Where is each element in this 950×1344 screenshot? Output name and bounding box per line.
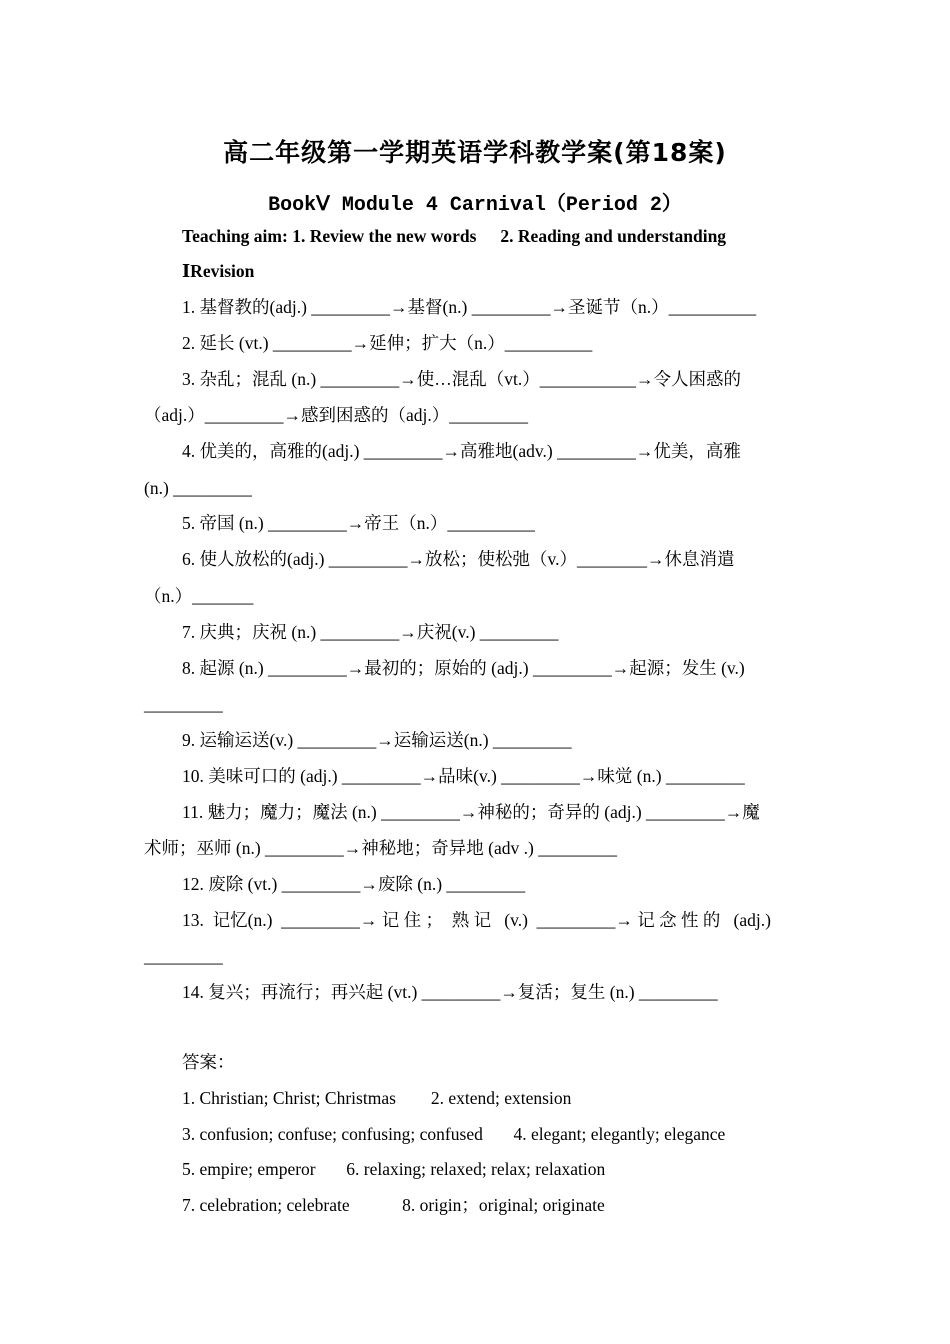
exercise-line: 1. 基督教的(adj.) _________→基督(n.) _________→圣诞节（n.）__________ xyxy=(182,297,757,317)
exercise-line: （adj.）_________→感到困惑的（adj.）_________ xyxy=(144,405,529,425)
exercise-line: 10. 美味可口的 (adj.) _________→品味(v.) _________→味觉 (n.) _________ xyxy=(182,766,745,786)
section-heading: ⅠRevision xyxy=(182,261,255,281)
exercise-line: _________ xyxy=(144,694,223,714)
exercise-line: 12. 废除 (vt.) _________→废除 (n.) _________ xyxy=(182,874,526,894)
exercise-line: 术师；巫师 (n.) _________→神秘地；奇异地 (adv .) _________ xyxy=(144,838,617,858)
answer-line: 1. Christian; Christ; Christmas 2. extend; extension xyxy=(182,1088,572,1108)
exercise-line: 11. 魅力；魔力；魔法 (n.) _________→神秘的；奇异的 (adj.) _________→魔 xyxy=(182,802,760,822)
teaching-aim-item-2: 2. Reading and understanding xyxy=(500,226,727,246)
answer-line: 7. celebration; celebrate 8. origin；original; originate xyxy=(182,1195,605,1215)
exercise-line: 14. 复兴；再流行；再兴起 (vt.) _________→复活；复生 (n.) _________ xyxy=(182,982,718,1002)
exercise-line: 8. 起源 (n.) _________→最初的；原始的 (adj.) _________→起源；发生 (v.) xyxy=(182,658,745,678)
teaching-aim-label: Teaching aim: 1. Review the new words xyxy=(182,226,477,246)
teaching-aim xyxy=(182,224,726,248)
page-subtitle: BookⅤ Module 4 Carnival（Period 2） xyxy=(268,194,682,217)
page-title: 高二年级第一学期英语学科教学案(第18案) xyxy=(223,138,727,167)
exercise-line: 13. 记忆(n.) _________→ 记 住 ； 熟 记 (v.) _________→ 记 念 性 的 (adj.) xyxy=(182,910,771,930)
exercise-line: _________ xyxy=(144,946,223,966)
exercise-line: 9. 运输运送(v.) _________→运输运送(n.) _________ xyxy=(182,730,572,750)
exercise-line: 2. 延长 (vt.) _________→延伸；扩大（n.）__________ xyxy=(182,333,593,353)
exercise-line: 6. 使人放松的(adj.) _________→放松；使松弛（v.）________→休息消遣 xyxy=(182,549,735,569)
answer-line: 3. confusion; confuse; confusing; confused 4. elegant; elegantly; elegance xyxy=(182,1124,726,1144)
answers-heading: 答案： xyxy=(182,1052,235,1072)
exercise-line: 7. 庆典；庆祝 (n.) _________→庆祝(v.) _________ xyxy=(182,622,559,642)
exercise-line: 5. 帝国 (n.) _________→帝王（n.）__________ xyxy=(182,513,535,533)
answer-line: 5. empire; emperor 6. relaxing; relaxed; relax; relaxation xyxy=(182,1159,606,1179)
exercise-line: 3. 杂乱；混乱 (n.) _________→使…混乱（vt.）___________→令人困惑的 xyxy=(182,369,742,389)
exercise-line: (n.) _________ xyxy=(144,478,252,498)
exercise-line: 4. 优美的，高雅的(adj.) _________→高雅地(adv.) _________→优美，高雅 xyxy=(182,441,741,461)
exercise-line: （n.）_______ xyxy=(144,586,254,606)
